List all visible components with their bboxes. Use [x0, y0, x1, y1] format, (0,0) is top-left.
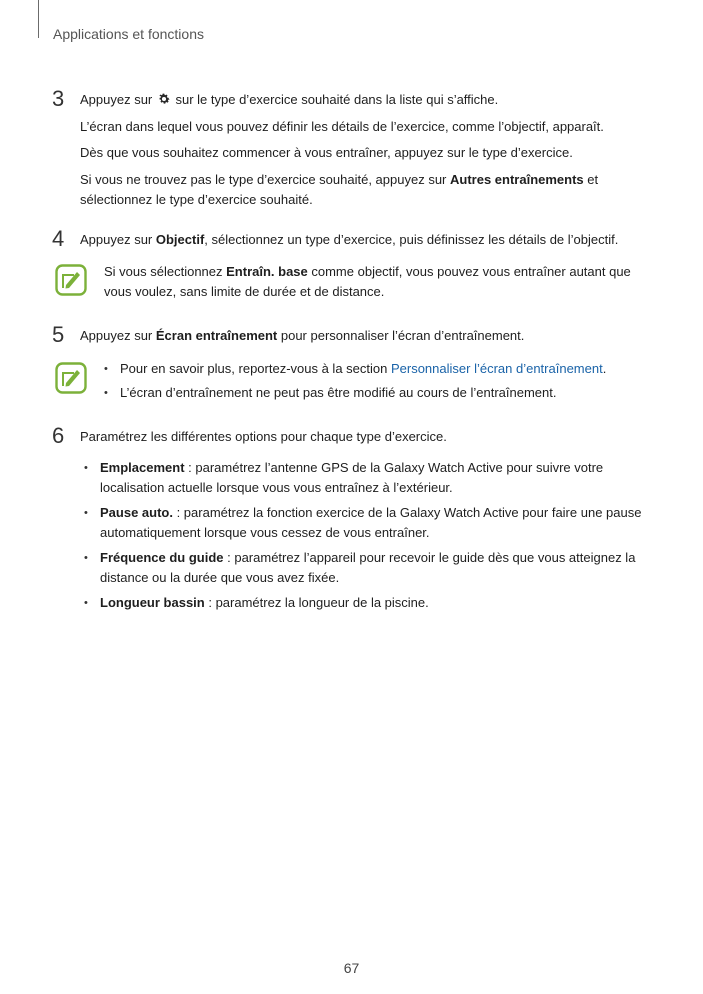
- text: et sélectionnez le type d’exercice souhaité.: [80, 172, 599, 207]
- text: pour personnaliser l’écran d’entraînement.: [277, 328, 525, 343]
- text: comme objectif, vous pouvez vous entraîner autant que vous voulez, sans limite de durée et de distance.: [104, 264, 631, 299]
- header-rule: [38, 0, 39, 38]
- text: .: [602, 361, 607, 376]
- note-bullet-text: L’écran d’entraînement ne peut pas être modifié au cours de l’entraînement.: [120, 385, 557, 400]
- step-6-instruction: Paramétrez les différentes options pour chaque type d’exercice.: [80, 429, 447, 444]
- option-description: : paramétrez la fonction exercice de la Galaxy Watch Active pour faire une pause automatiquement lorsque vous cessez de vous entraîner.: [100, 505, 642, 540]
- menu-reference: Objectif: [155, 232, 205, 247]
- text: Pour en savoir plus, reportez-vous à la section: [120, 361, 391, 376]
- text: Appuyez sur: [80, 232, 156, 247]
- note-text: [104, 262, 649, 302]
- option-description: : paramétrez l’appareil pour recevoir le guide dès que vous atteignez la distance ou la durée que vous avez fixée.: [100, 550, 636, 585]
- option-name: Pause auto.: [100, 505, 173, 520]
- list-item-text: [100, 548, 650, 588]
- list-item-text: [100, 458, 650, 498]
- bullet-icon: •: [84, 507, 88, 519]
- step-3-detail: [80, 170, 650, 210]
- bullet-icon: •: [84, 597, 88, 609]
- text: Appuyez sur: [80, 92, 156, 107]
- step-3-detail: Dès que vous souhaitez commencer à vous entraîner, appuyez sur le type d’exercice.: [80, 145, 573, 160]
- step-number: 5: [52, 322, 65, 347]
- list-item-text: [100, 503, 650, 543]
- option-description: : paramétrez l’antenne GPS de la Galaxy Watch Active pour suivre votre localisation actuelle lorsque vous vous entraînez à l’extérieur.: [100, 460, 604, 495]
- text: Si vous sélectionnez: [104, 264, 227, 279]
- bullet-icon: •: [84, 552, 88, 564]
- bullet-icon: •: [104, 387, 108, 399]
- step-4-instruction: [80, 230, 650, 250]
- section-link[interactable]: Personnaliser l’écran d’entraînement: [390, 361, 603, 376]
- menu-reference: Autres entraînements: [450, 172, 584, 187]
- text: Appuyez sur: [80, 328, 156, 343]
- option-name: Longueur bassin: [100, 595, 205, 610]
- text: , sélectionnez un type d’exercice, puis définissez les détails de l’objectif.: [204, 232, 619, 247]
- page-number: 67: [343, 960, 360, 976]
- note-pencil-icon: [55, 362, 87, 394]
- note-pencil-icon: [55, 264, 87, 296]
- menu-reference: Entraîn. base: [226, 264, 308, 279]
- bullet-icon: •: [84, 462, 88, 474]
- step-number: 3: [52, 86, 65, 111]
- text: sur le type d’exercice souhaité dans la liste qui s’affiche.: [171, 92, 499, 107]
- step-number: 6: [52, 423, 65, 448]
- menu-reference: Écran entraînement: [155, 328, 278, 343]
- list-item-text: [100, 593, 650, 613]
- page-header-title: Applications et fonctions: [53, 26, 204, 42]
- bullet-icon: •: [104, 363, 108, 375]
- step-number: 4: [52, 226, 65, 251]
- text: Si vous ne trouvez pas le type d’exercice souhaité, appuyez sur: [80, 172, 450, 187]
- option-description: : paramétrez la longueur de la piscine.: [204, 595, 429, 610]
- step-5-instruction: [80, 326, 650, 346]
- step-3-detail: L’écran dans lequel vous pouvez définir les détails de l’exercice, comme l’objectif, apparaît.: [80, 119, 604, 134]
- step-3-instruction: [80, 90, 650, 110]
- gear-icon: [157, 92, 171, 106]
- option-name: Fréquence du guide: [100, 550, 224, 565]
- option-name: Emplacement: [100, 460, 185, 475]
- note-bullet-text: [120, 359, 650, 379]
